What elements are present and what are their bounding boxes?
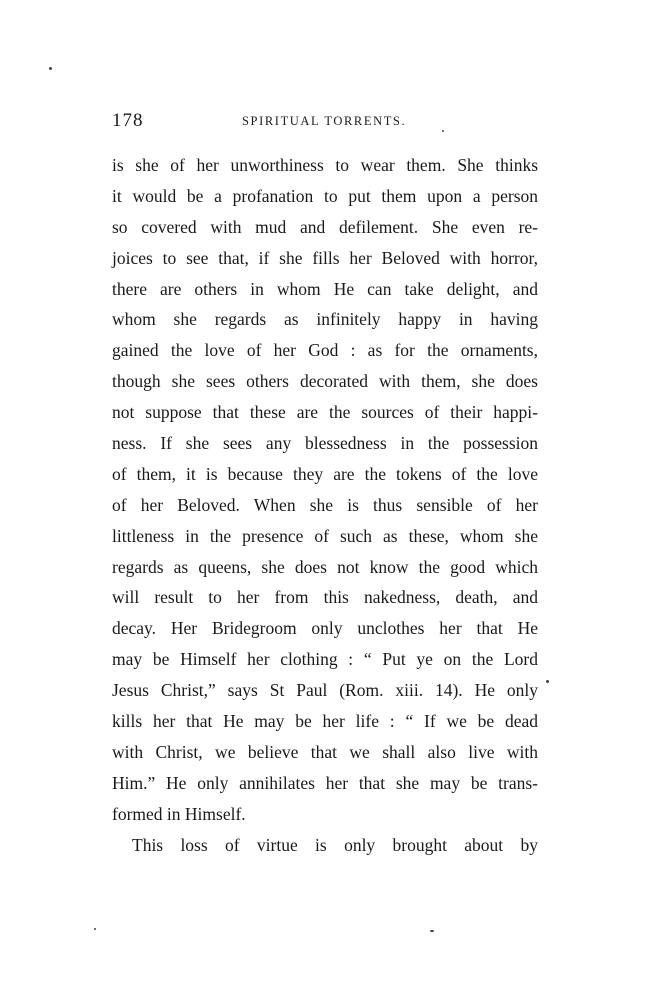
text-line: kills her that He may be her life : “ If we be dead <box>112 711 538 732</box>
scan-speck <box>546 680 549 683</box>
body-text <box>112 150 538 860</box>
text-line: is she of her unworthiness to wear them. She thinks <box>112 155 538 175</box>
text-line: of them, it is because they are the tokens of the love <box>112 463 538 484</box>
text-line: formed in Himself. <box>112 803 246 824</box>
scan-speck <box>430 930 434 932</box>
text-line: may be Himself her clothing : “ Put ye on the Lord <box>112 649 538 670</box>
text-line: ness. If she sees any blessedness in the possession <box>112 433 538 454</box>
scan-speck <box>49 67 52 70</box>
text-line: will result to her from this nakedness, death, and <box>112 587 538 608</box>
paragraph-2 <box>112 830 538 861</box>
text-line: decay. Her Bridegroom only unclothes her that He <box>112 618 538 639</box>
text-line: there are others in whom He can take delight, and <box>112 278 538 299</box>
scan-speck <box>442 130 444 132</box>
text-line: so covered with mud and defilement. She even re- <box>112 216 538 237</box>
running-title: SPIRITUAL TORRENTS. <box>242 114 407 128</box>
text-line: of her Beloved. When she is thus sensible of her <box>112 494 538 515</box>
text-line: Jesus Christ,” says St Paul (Rom. xiii. 14). He only <box>112 680 538 701</box>
text-line: not suppose that these are the sources of their happi- <box>112 402 538 423</box>
text-line: joices to see that, if she fills her Beloved with horror, <box>112 247 538 268</box>
text-line: though she sees others decorated with them, she does <box>112 371 538 392</box>
text-line: regards as queens, she does not know the good which <box>112 556 538 577</box>
page-number: 178 <box>112 110 144 131</box>
text-line: This loss of virtue is only brought about by <box>132 834 538 855</box>
scan-speck <box>94 928 96 930</box>
text-line: whom she regards as infinitely happy in having <box>112 309 538 330</box>
text-line: littleness in the presence of such as these, whom she <box>112 525 538 546</box>
paragraph-1 <box>112 150 538 830</box>
text-line: gained the love of her God : as for the ornaments, <box>112 340 538 361</box>
text-line: it would be a profanation to put them upon a person <box>112 185 538 206</box>
text-line: with Christ, we believe that we shall also live with <box>112 741 538 762</box>
page-header <box>112 110 542 134</box>
text-line: Him.” He only annihilates her that she may be trans- <box>112 772 538 793</box>
